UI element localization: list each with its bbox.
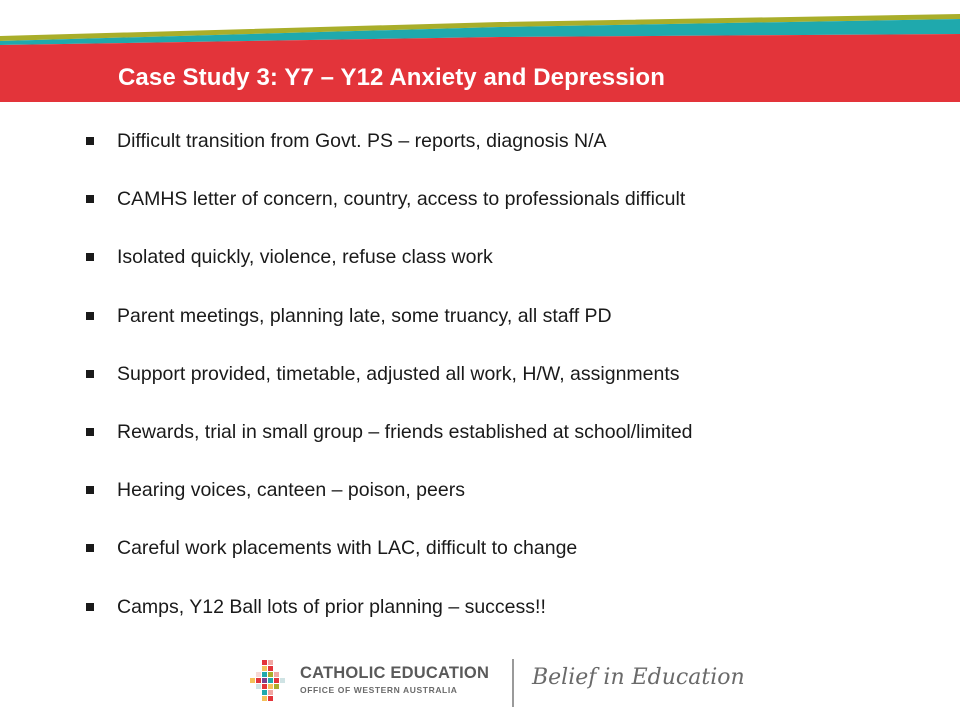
bullet-list: [86, 126, 946, 650]
bullet-text: Difficult transition from Govt. PS – reports, diagnosis N/A: [117, 130, 607, 152]
square-bullet-icon: [86, 428, 94, 436]
square-bullet-icon: [86, 253, 94, 261]
bullet-text: Support provided, timetable, adjusted all work, H/W, assignments: [117, 362, 680, 385]
footer-divider: [512, 659, 514, 707]
org-name: CATHOLIC EDUCATION: [300, 664, 490, 682]
square-bullet-icon: [86, 603, 94, 611]
cross-mosaic-logo-icon: [246, 660, 290, 704]
list-item: [86, 301, 946, 359]
square-bullet-icon: [86, 195, 94, 203]
square-bullet-icon: [86, 544, 94, 552]
square-bullet-icon: [86, 370, 94, 378]
list-item: [86, 475, 946, 533]
bullet-text: CAMHS letter of concern, country, access to professionals difficult: [117, 188, 686, 211]
list-item: [86, 126, 946, 184]
footer-logo: [240, 655, 745, 715]
bullet-text: Hearing voices, canteen – poison, peers: [117, 479, 465, 502]
bullet-text: Camps, Y12 Ball lots of prior planning – success!!: [117, 595, 546, 618]
header-banner: [0, 0, 960, 110]
square-bullet-icon: [86, 312, 94, 320]
square-bullet-icon: [86, 486, 94, 494]
bullet-text: Isolated quickly, violence, refuse class work: [117, 246, 493, 269]
list-item: [86, 242, 946, 300]
list-item: [86, 592, 946, 650]
bullet-text: Careful work placements with LAC, difficult to change: [117, 537, 578, 560]
list-item: [86, 184, 946, 242]
square-bullet-icon: [86, 137, 94, 145]
slide-title: Case Study 3: Y7 – Y12 Anxiety and Depression: [118, 64, 665, 91]
list-item: [86, 417, 946, 475]
list-item: [86, 533, 946, 591]
bullet-text: Parent meetings, planning late, some truancy, all staff PD: [117, 304, 612, 327]
list-item: [86, 359, 946, 417]
tagline: Belief in Education: [532, 665, 745, 690]
org-subtitle: OFFICE OF WESTERN AUSTRALIA: [300, 685, 458, 695]
bullet-text: Rewards, trial in small group – friends established at school/limited: [117, 420, 693, 443]
